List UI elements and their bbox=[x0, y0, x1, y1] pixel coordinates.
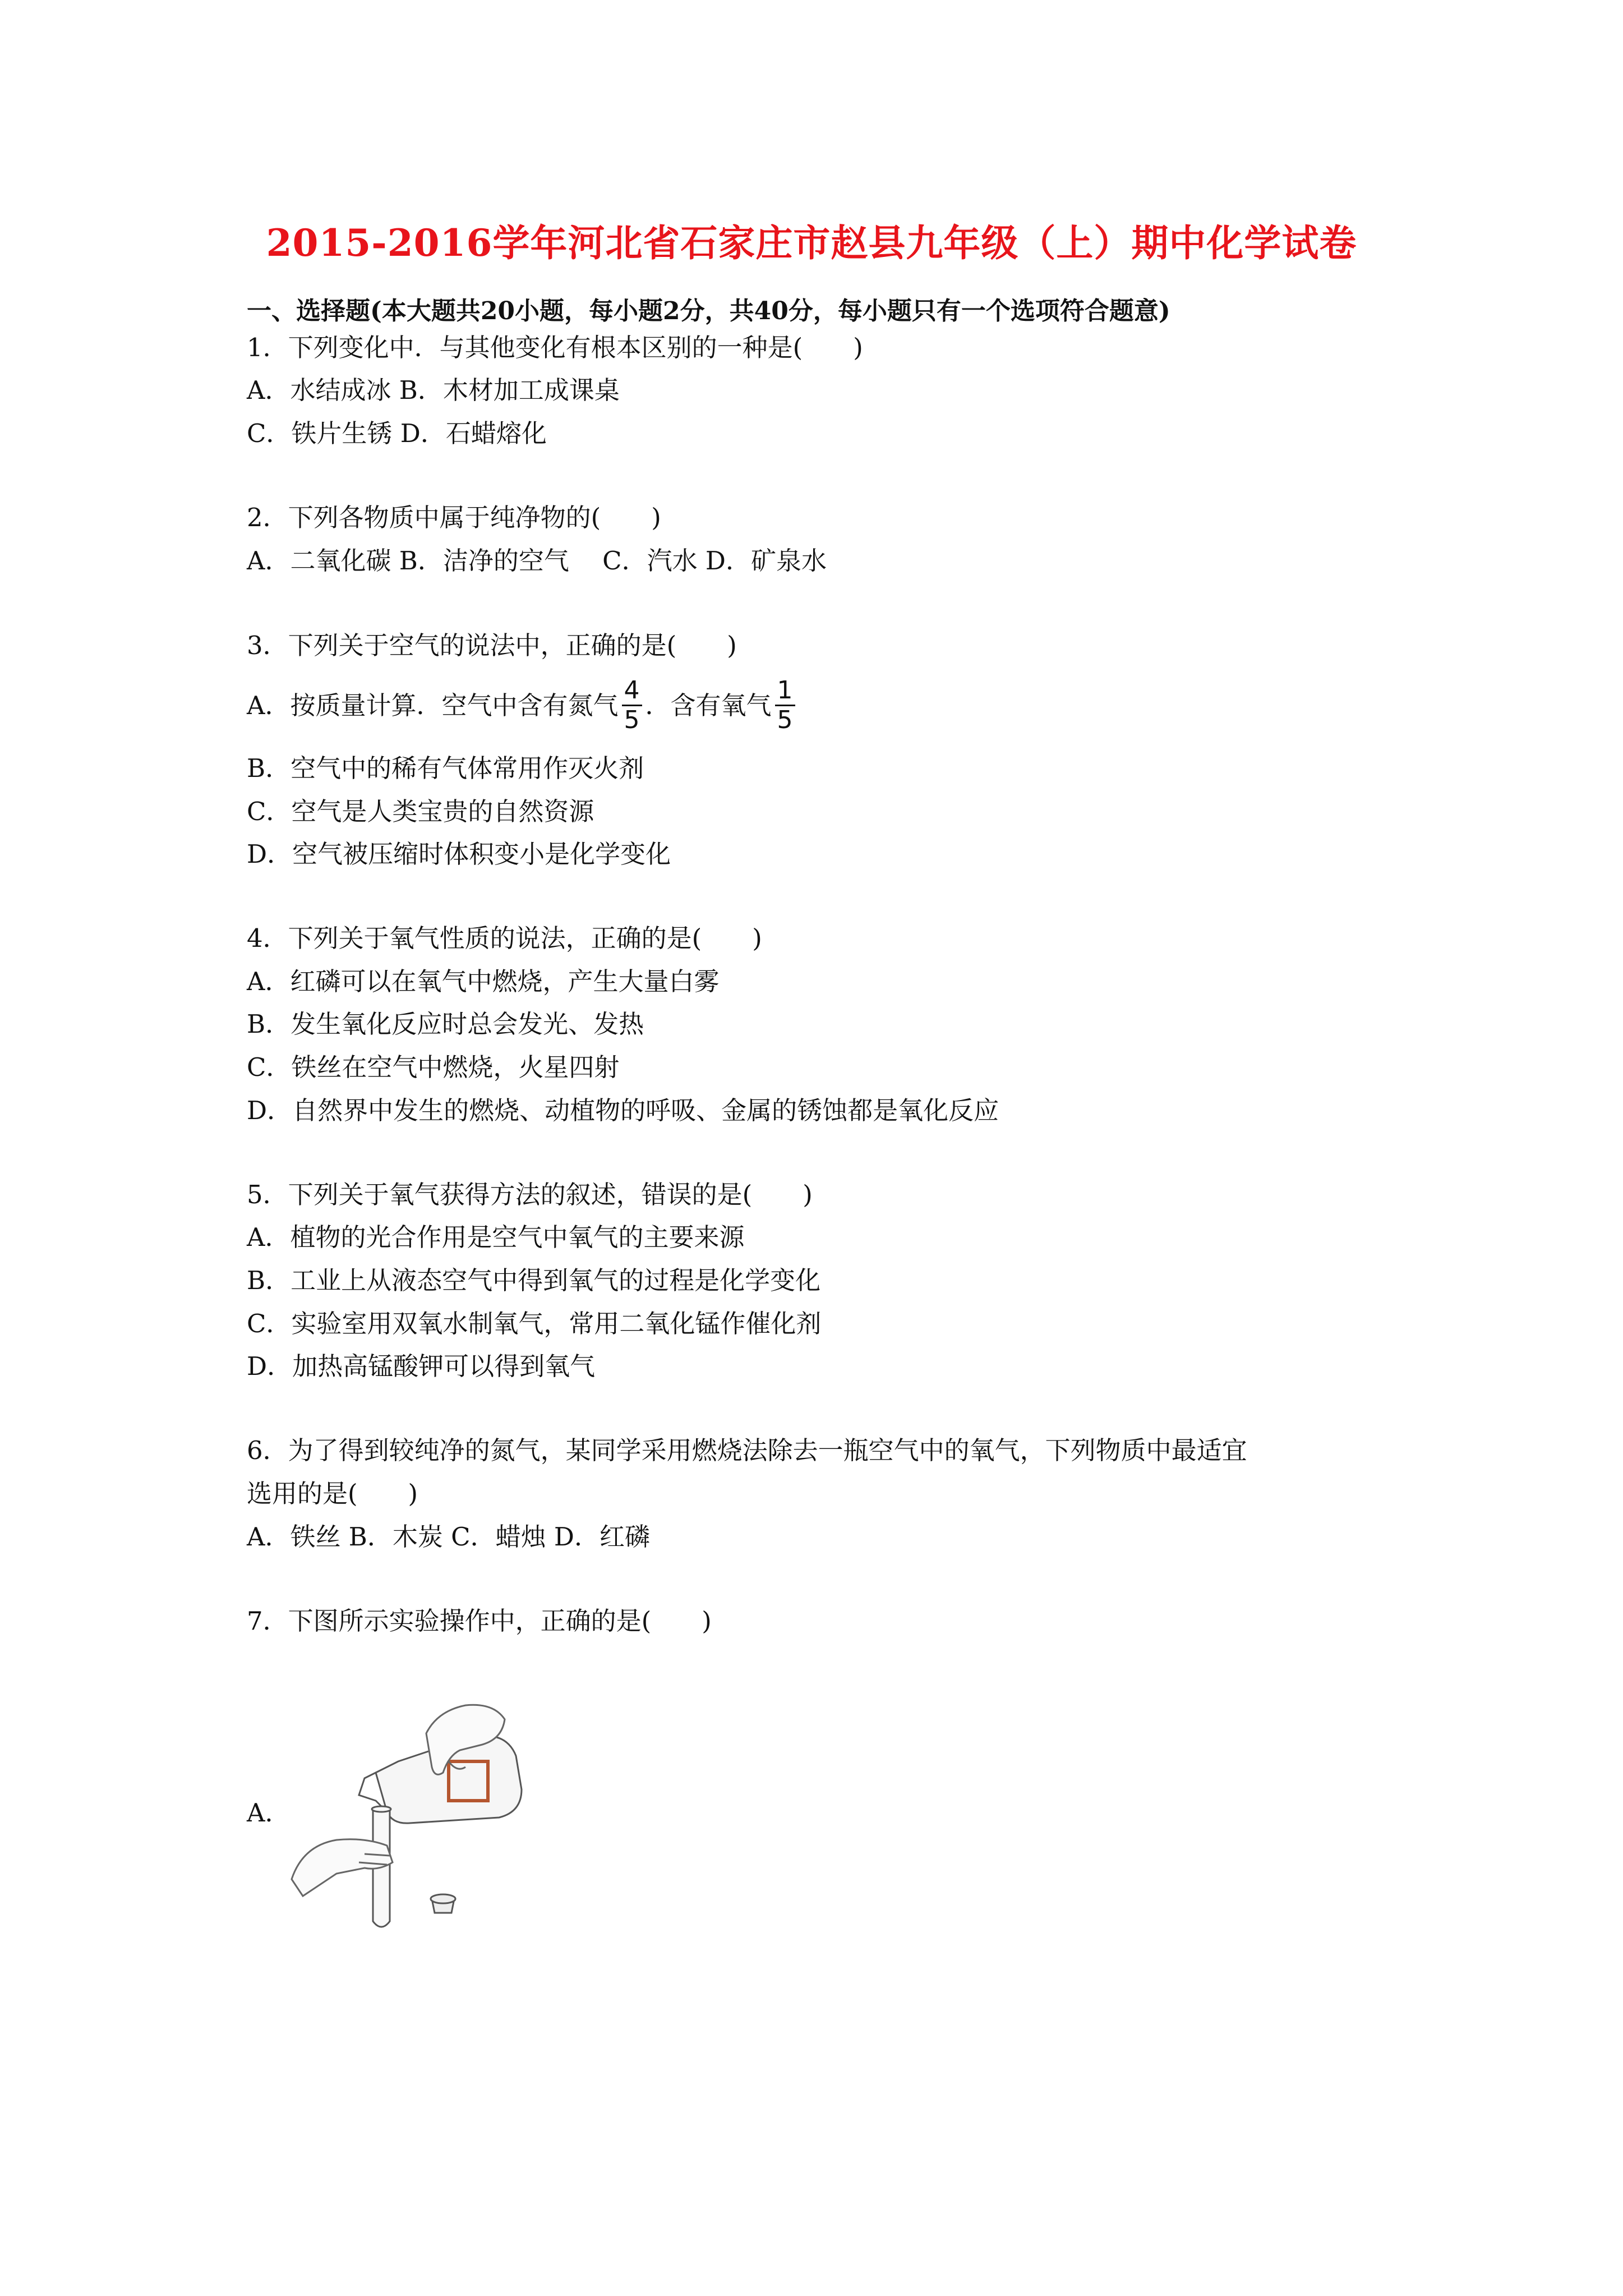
question-5-option-c: C．实验室用双氧水制氧气，常用二氧化锰作催化剂 bbox=[247, 1309, 822, 1338]
question-4-stem: 4．下列关于氧气性质的说法，正确的是( ) bbox=[247, 923, 762, 953]
question-3-option-c: C．空气是人类宝贵的自然资源 bbox=[247, 797, 594, 826]
question-5-option-b: B．工业上从液态空气中得到氧气的过程是化学变化 bbox=[247, 1266, 821, 1295]
question-2-stem: 2．下列各物质中属于纯净物的( ) bbox=[247, 503, 661, 532]
fraction-denominator: 5 bbox=[624, 706, 640, 734]
question-4-option-d: D．自然界中发生的燃烧、动植物的呼吸、金属的锈蚀都是氧化反应 bbox=[247, 1096, 999, 1125]
question-4-option-c: C．铁丝在空气中燃烧，火星四射 bbox=[247, 1052, 620, 1082]
question-5-option-a: A．植物的光合作用是空气中氧气的主要来源 bbox=[247, 1222, 745, 1252]
bottle-stopper-icon bbox=[431, 1894, 455, 1913]
question-1-option-ab: A．水结成冰 B．木材加工成课桌 bbox=[247, 375, 620, 405]
question-2-options: A．二氧化碳 B．洁净的空气 C．汽水 D．矿泉水 bbox=[247, 546, 827, 576]
question-7-stem: 7．下图所示实验操作中，正确的是( ) bbox=[247, 1606, 712, 1636]
pouring-liquid-illustration bbox=[280, 1677, 550, 1935]
question-3-stem: 3．下列关于空气的说法中，正确的是( ) bbox=[247, 631, 737, 660]
section-heading: 一、选择题(本大题共20小题，每小题2分，共40分，每小题只有一个选项符合题意) bbox=[247, 297, 1170, 325]
question-3-option-a-text-1: A．按质量计算．空气中含有氮气 bbox=[247, 691, 619, 720]
question-3-option-b: B．空气中的稀有气体常用作灭火剂 bbox=[247, 753, 644, 783]
question-4-option-a: A．红磷可以在氧气中燃烧，产生大量白雾 bbox=[247, 967, 720, 996]
question-6-stem: 6．为了得到较纯净的氮气，某同学采用燃烧法除去一瓶空气中的氧气，下列物质中最适宜 bbox=[247, 1435, 1247, 1465]
fraction-one-fifth bbox=[775, 677, 795, 734]
question-5-option-d: D．加热高锰酸钾可以得到氧气 bbox=[247, 1351, 596, 1381]
fraction-denominator: 5 bbox=[777, 706, 793, 734]
fraction-four-fifths bbox=[622, 677, 642, 734]
question-6-options: A．铁丝 B．木炭 C．蜡烛 D．红磷 bbox=[247, 1522, 650, 1552]
fraction-numerator: 4 bbox=[622, 677, 642, 706]
page-title: 2015-2016学年河北省石家庄市赵县九年级（上）期中化学试卷 bbox=[266, 221, 1357, 265]
question-3-option-a-text-2: ．含有氧气 bbox=[645, 691, 772, 720]
question-1-stem: 1．下列变化中．与其他变化有根本区别的一种是( ) bbox=[247, 333, 863, 362]
fraction-numerator: 1 bbox=[775, 677, 795, 706]
question-1-option-cd: C．铁片生锈 D．石蜡熔化 bbox=[247, 418, 547, 448]
question-4-option-b: B．发生氧化反应时总会发光、发热 bbox=[247, 1009, 644, 1039]
question-3-option-d: D．空气被压缩时体积变小是化学变化 bbox=[247, 839, 671, 869]
question-3-option-a bbox=[247, 676, 799, 737]
question-5-stem: 5．下列关于氧气获得方法的叙述，错误的是( ) bbox=[247, 1180, 813, 1209]
question-6-stem-continued: 选用的是( ) bbox=[247, 1479, 418, 1508]
question-7-option-a-label: A． bbox=[247, 1798, 291, 1828]
